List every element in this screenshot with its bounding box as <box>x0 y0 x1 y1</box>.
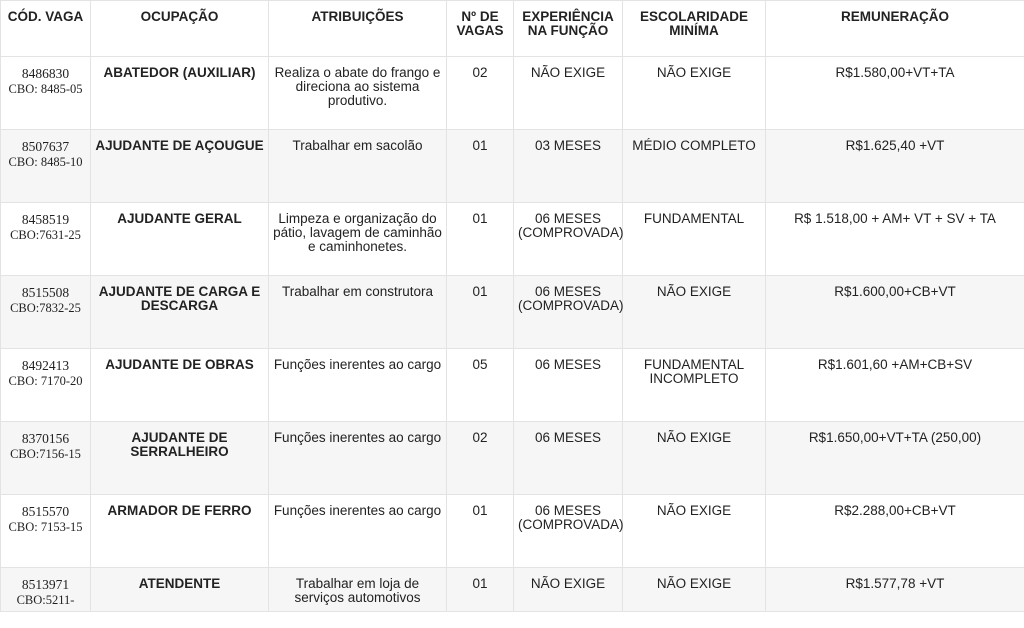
cell-education: NÃO EXIGE <box>623 276 766 349</box>
cbo-code: CBO:7156-15 <box>10 447 81 461</box>
cell-occupation: AJUDANTE DE OBRAS <box>91 349 269 422</box>
cbo-code: CBO:7832-25 <box>10 301 81 315</box>
cell-pay: R$1.580,00+VT+TA <box>766 57 1024 130</box>
cbo-code: CBO: 8485-10 <box>8 155 83 169</box>
cell-education: NÃO EXIGE <box>623 57 766 130</box>
cell-occupation: ATENDENTE <box>91 568 269 612</box>
cell-pay: R$ 1.518,00 + AM+ VT + SV + TA <box>766 203 1024 276</box>
cell-duties: Limpeza e organização do pátio, lavagem de caminhão e caminhonetes. <box>269 203 447 276</box>
table-row <box>1 349 1024 422</box>
table-row <box>1 276 1024 349</box>
cell-code <box>1 57 91 130</box>
job-code: 8515508 <box>21 285 70 300</box>
job-code: 8507637 <box>21 139 70 154</box>
cell-experience: NÃO EXIGE <box>514 57 623 130</box>
table-row <box>1 57 1024 130</box>
cell-duties: Trabalhar em loja de serviços automotivos <box>269 568 447 612</box>
table-header-row <box>1 1 1024 57</box>
cell-experience: 06 MESES (COMPROVADA) <box>514 276 623 349</box>
cell-code <box>1 130 91 203</box>
cell-experience: 06 MESES <box>514 422 623 495</box>
header-code: CÓD. VAGA <box>1 1 91 57</box>
cell-openings: 02 <box>447 57 514 130</box>
header-pay: REMUNERAÇÃO <box>766 1 1024 57</box>
cbo-code: CBO: 8485-05 <box>8 82 83 96</box>
cell-openings: 02 <box>447 422 514 495</box>
header-occupation: OCUPAÇÃO <box>91 1 269 57</box>
cbo-code: CBO: 7170-20 <box>8 374 83 388</box>
cell-duties: Trabalhar em sacolão <box>269 130 447 203</box>
job-code: 8513971 <box>21 577 70 592</box>
cell-occupation: AJUDANTE DE SERRALHEIRO <box>91 422 269 495</box>
cell-occupation: AJUDANTE DE CARGA E DESCARGA <box>91 276 269 349</box>
cell-openings: 01 <box>447 568 514 612</box>
job-code: 8515570 <box>21 504 70 519</box>
header-education: ESCOLARIDADE MINÍMA <box>623 1 766 57</box>
cell-occupation: AJUDANTE GERAL <box>91 203 269 276</box>
cell-pay: R$1.601,60 +AM+CB+SV <box>766 349 1024 422</box>
cbo-code: CBO:5211- <box>16 593 75 607</box>
header-duties: ATRIBUIÇÕES <box>269 1 447 57</box>
job-code: 8492413 <box>21 358 70 373</box>
cell-pay: R$1.650,00+VT+TA (250,00) <box>766 422 1024 495</box>
table-row <box>1 203 1024 276</box>
cell-duties: Funções inerentes ao cargo <box>269 495 447 568</box>
cell-duties: Funções inerentes ao cargo <box>269 422 447 495</box>
cbo-code: CBO: 7153-15 <box>8 520 83 534</box>
cell-occupation: ABATEDOR (AUXILIAR) <box>91 57 269 130</box>
cell-code <box>1 568 91 612</box>
cell-code <box>1 349 91 422</box>
table-row <box>1 568 1024 612</box>
cell-education: MÉDIO COMPLETO <box>623 130 766 203</box>
cell-experience: 06 MESES (COMPROVADA) <box>514 495 623 568</box>
cell-education: NÃO EXIGE <box>623 568 766 612</box>
cell-pay: R$2.288,00+CB+VT <box>766 495 1024 568</box>
cell-openings: 05 <box>447 349 514 422</box>
cell-code <box>1 203 91 276</box>
cell-code <box>1 422 91 495</box>
cell-occupation: ARMADOR DE FERRO <box>91 495 269 568</box>
cell-experience: 03 MESES <box>514 130 623 203</box>
cell-experience: NÃO EXIGE <box>514 568 623 612</box>
cell-education: NÃO EXIGE <box>623 422 766 495</box>
cbo-code: CBO:7631-25 <box>10 228 81 242</box>
cell-openings: 01 <box>447 203 514 276</box>
header-openings: Nº DE VAGAS <box>447 1 514 57</box>
cell-pay: R$1.600,00+CB+VT <box>766 276 1024 349</box>
cell-openings: 01 <box>447 495 514 568</box>
header-experience: EXPERIÊNCIA NA FUNÇÃO <box>514 1 623 57</box>
cell-openings: 01 <box>447 130 514 203</box>
cell-experience: 06 MESES <box>514 349 623 422</box>
cell-duties: Trabalhar em construtora <box>269 276 447 349</box>
cell-code <box>1 276 91 349</box>
cell-education: NÃO EXIGE <box>623 495 766 568</box>
job-code: 8458519 <box>21 212 70 227</box>
cell-code <box>1 495 91 568</box>
cell-openings: 01 <box>447 276 514 349</box>
cell-experience: 06 MESES (COMPROVADA) <box>514 203 623 276</box>
cell-pay: R$1.625,40 +VT <box>766 130 1024 203</box>
job-code: 8486830 <box>21 66 70 81</box>
cell-education: FUNDAMENTAL <box>623 203 766 276</box>
table-row <box>1 422 1024 495</box>
job-code: 8370156 <box>21 431 70 446</box>
cell-duties: Funções inerentes ao cargo <box>269 349 447 422</box>
table-row <box>1 495 1024 568</box>
cell-education: FUNDAMENTAL INCOMPLETO <box>623 349 766 422</box>
cell-duties: Realiza o abate do frango e direciona ao sistema produtivo. <box>269 57 447 130</box>
table-row <box>1 130 1024 203</box>
cell-pay: R$1.577,78 +VT <box>766 568 1024 612</box>
cell-occupation: AJUDANTE DE AÇOUGUE <box>91 130 269 203</box>
